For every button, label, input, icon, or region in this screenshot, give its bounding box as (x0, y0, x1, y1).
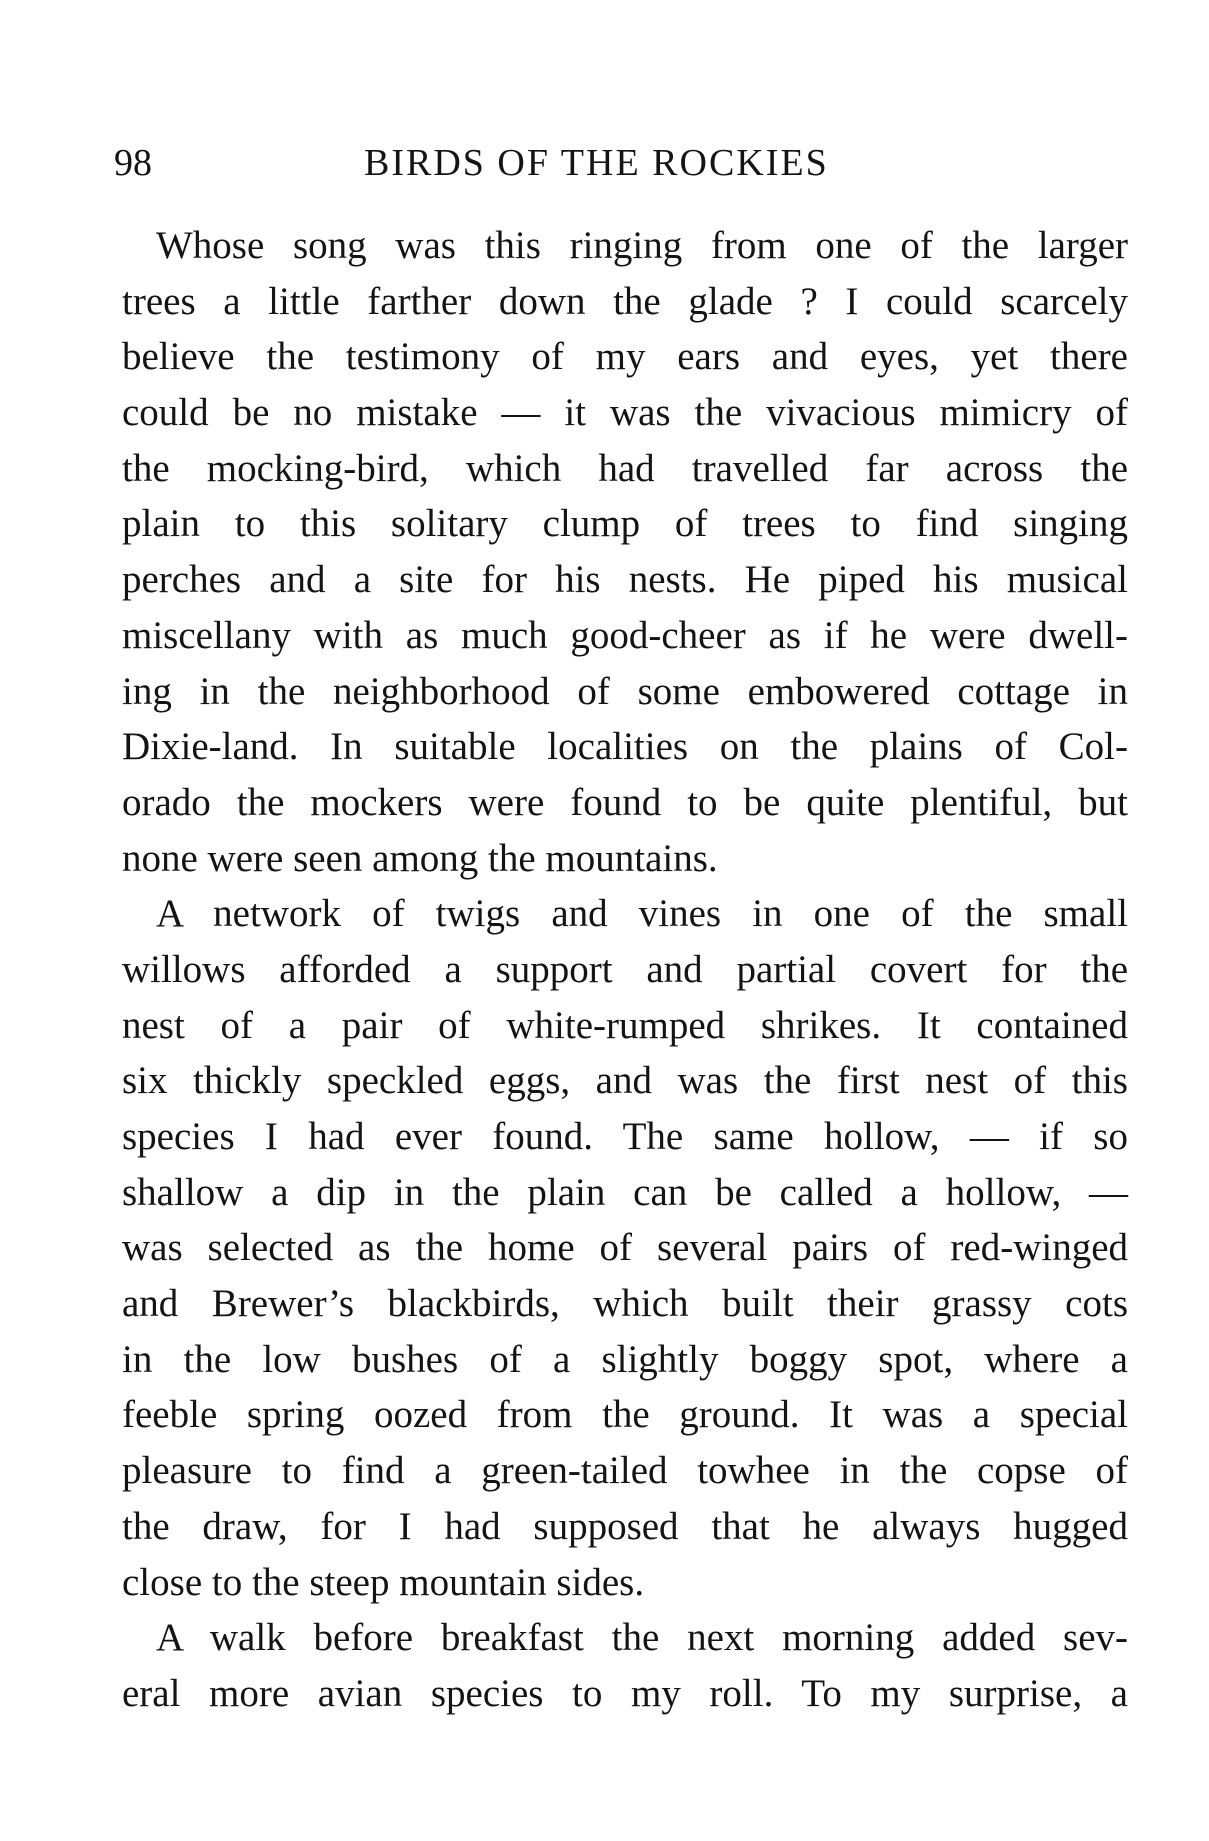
running-head (114, 140, 1124, 186)
text-line: ing in the neighborhood of some embowered cottage in (122, 669, 1128, 713)
text-line: none were seen among the mountains. (122, 836, 718, 880)
text-line: perches and a site for his nests. He piped his musical (122, 558, 1128, 602)
text-line: the draw, for I had supposed that he always hugged (122, 1504, 1128, 1548)
page-body (122, 218, 1128, 1722)
text-line: willows afforded a support and partial covert for the (122, 947, 1128, 991)
text-line: eral more avian species to my roll. To my surprise, a (122, 1671, 1128, 1715)
text-line: was selected as the home of several pairs of red-winged (122, 1226, 1128, 1270)
text-line: close to the steep mountain sides. (122, 1560, 645, 1604)
text-line: trees a little farther down the glade ? I could scarcely (122, 279, 1128, 323)
text-line: orado the mockers were found to be quite plentiful, but (122, 780, 1128, 824)
text-line: A walk before breakfast the next morning added sev- (156, 1616, 1128, 1660)
text-line: in the low bushes of a slightly boggy spot, where a (122, 1337, 1128, 1381)
text-line: and Brewer’s blackbirds, which built their grassy cots (122, 1282, 1128, 1326)
text-line: the mocking-bird, which had travelled far across the (122, 446, 1128, 490)
text-line: shallow a dip in the plain can be called a hollow, — (122, 1170, 1128, 1214)
text-line: Whose song was this ringing from one of the larger (156, 224, 1128, 267)
text-line: miscellany with as much good-cheer as if he were dwell- (122, 613, 1128, 657)
text-line: pleasure to find a green-tailed towhee in the copse of (122, 1449, 1128, 1493)
text-line: feeble spring oozed from the ground. It was a special (122, 1393, 1128, 1437)
text-line: believe the testimony of my ears and eyes, yet there (122, 335, 1128, 379)
text-line: six thickly speckled eggs, and was the first nest of this (122, 1059, 1128, 1103)
text-line: Dixie-land. In suitable localities on the plains of Col- (122, 725, 1128, 769)
text-line: nest of a pair of white-rumped shrikes. It contained (122, 1003, 1128, 1047)
text-line: could be no mistake — it was the vivacious mimicry of (122, 391, 1128, 435)
text-line: species I had ever found. The same hollow, — if so (122, 1115, 1128, 1158)
text-line: plain to this solitary clump of trees to find singing (122, 502, 1128, 546)
running-title: BIRDS OF THE ROCKIES (364, 142, 829, 184)
page-number: 98 (114, 142, 152, 184)
text-line: A network of twigs and vines in one of the small (156, 892, 1128, 936)
